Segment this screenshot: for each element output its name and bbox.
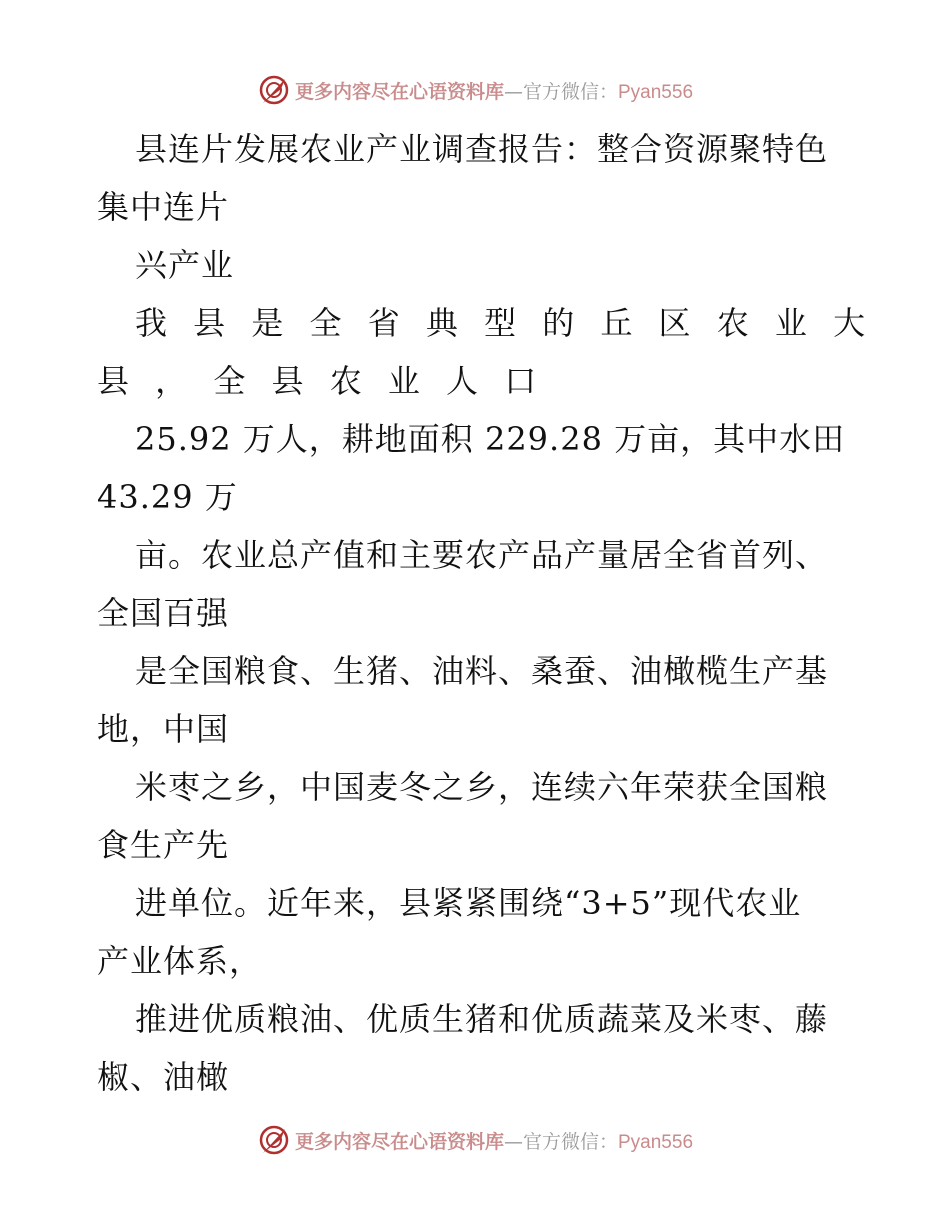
text-line: 产业体系， [97, 942, 263, 980]
watermark-brand: 更多内容尽在心语资料库 [294, 1130, 504, 1153]
watermark-account: Pyan556 [618, 1131, 694, 1153]
text-line: 县连片发展农业产业调查报告：整合资源聚特色 [135, 130, 829, 168]
watermark-separator: — [503, 80, 523, 103]
text-line: 43.29 万 [97, 478, 238, 516]
document-body [97, 120, 874, 1106]
text-line: 米枣之乡，中国麦冬之乡，连续六年荣获全国粮 [135, 768, 829, 806]
text-line: 食生产先 [97, 826, 230, 864]
text-line: 全国百强 [97, 594, 230, 632]
text-line: 兴产业 [135, 246, 235, 284]
quill-logo-icon [257, 1123, 291, 1157]
text-line: 我 县 是 全 省 典 型 的 丘 区 农 业 大 [135, 304, 874, 342]
text-line: 进单位。近年来，县紧紧围绕“3+5”现代农业 [135, 884, 802, 922]
text-line: 25.92 万人，耕地面积 229.28 万亩，其中水田 [135, 420, 846, 458]
text-line: 地，中国 [97, 710, 230, 748]
watermark-official: 官方微信： [522, 1130, 618, 1153]
watermark-account: Pyan556 [618, 81, 694, 103]
watermark-brand: 更多内容尽在心语资料库 [294, 80, 504, 103]
text-line: 县 ， 全 县 农 业 人 口 [97, 362, 545, 400]
text-line: 亩。农业总产值和主要农产品产量居全省首列、 [135, 536, 829, 574]
watermark-text [295, 77, 693, 104]
text-line: 是全国粮食、生猪、油料、桑蚕、油橄榄生产基 [135, 652, 829, 690]
watermark-separator: — [503, 1130, 523, 1153]
watermark-official: 官方微信： [522, 80, 618, 103]
header-watermark [0, 70, 950, 110]
text-line: 椒、油橄 [97, 1058, 230, 1096]
quill-logo-icon [257, 73, 291, 107]
watermark-text [295, 1127, 693, 1154]
text-line: 集中连片 [97, 188, 230, 226]
text-line: 推进优质粮油、优质生猪和优质蔬菜及米枣、藤 [135, 1000, 829, 1038]
footer-watermark [0, 1120, 950, 1160]
